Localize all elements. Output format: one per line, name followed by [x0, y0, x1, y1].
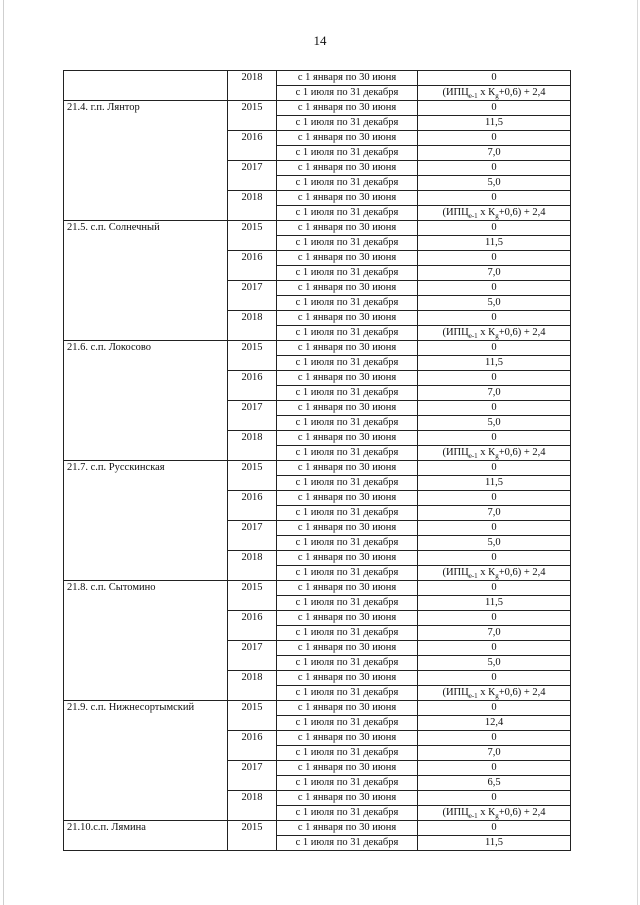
table-row: [64, 461, 571, 476]
year-cell: 2016: [228, 491, 277, 521]
page-number: 14: [313, 33, 327, 48]
period-cell: с 1 января по 30 июня: [277, 581, 418, 596]
value-cell: 11,5: [418, 476, 571, 491]
value-cell: 0: [418, 341, 571, 356]
value-cell: [418, 326, 571, 341]
value-cell: 0: [418, 281, 571, 296]
year-cell: 2015: [228, 461, 277, 491]
value-cell: 7,0: [418, 146, 571, 161]
period-cell: с 1 июля по 31 декабря: [277, 746, 418, 761]
scan-edge-right: [637, 0, 638, 905]
table-row: [64, 701, 571, 716]
period-cell: с 1 января по 30 июня: [277, 431, 418, 446]
formula-suffix: +0,6) + 2,4: [498, 207, 546, 218]
municipality-cell: 21.7. с.п. Русскинская: [64, 461, 228, 581]
year-cell: 2018: [228, 791, 277, 821]
value-cell: 5,0: [418, 656, 571, 671]
value-cell: 0: [418, 611, 571, 626]
value-cell: 7,0: [418, 266, 571, 281]
value-cell: 0: [418, 431, 571, 446]
period-cell: с 1 июля по 31 декабря: [277, 146, 418, 161]
period-cell: с 1 июля по 31 декабря: [277, 326, 418, 341]
formula-sub-g: g: [495, 212, 499, 221]
period-cell: с 1 июля по 31 декабря: [277, 506, 418, 521]
formula-suffix: +0,6) + 2,4: [498, 687, 546, 698]
period-cell: с 1 января по 30 июня: [277, 731, 418, 746]
value-cell: 0: [418, 521, 571, 536]
value-cell: 7,0: [418, 386, 571, 401]
value-cell: 0: [418, 551, 571, 566]
value-cell: 7,0: [418, 506, 571, 521]
formula-suffix: +0,6) + 2,4: [498, 327, 546, 338]
period-cell: с 1 января по 30 июня: [277, 191, 418, 206]
period-cell: с 1 января по 30 июня: [277, 701, 418, 716]
year-cell: 2015: [228, 581, 277, 611]
period-cell: с 1 июля по 31 декабря: [277, 416, 418, 431]
tariff-table-body: [64, 71, 571, 851]
table-row: [64, 101, 571, 116]
period-cell: с 1 января по 30 июня: [277, 101, 418, 116]
municipality-cell: 21.8. с.п. Сытомино: [64, 581, 228, 701]
value-cell: 0: [418, 581, 571, 596]
formula-sub-g: g: [495, 812, 499, 821]
year-cell: 2017: [228, 761, 277, 791]
formula-middle: x К: [477, 807, 496, 818]
period-cell: с 1 января по 30 июня: [277, 761, 418, 776]
year-cell: 2015: [228, 341, 277, 371]
period-cell: с 1 июля по 31 декабря: [277, 776, 418, 791]
value-cell: 5,0: [418, 296, 571, 311]
formula-middle: x К: [477, 447, 496, 458]
period-cell: с 1 июля по 31 декабря: [277, 116, 418, 131]
table-row: [64, 821, 571, 836]
formula-sub-e: e-1: [468, 452, 478, 461]
period-cell: с 1 января по 30 июня: [277, 491, 418, 506]
period-cell: с 1 января по 30 июня: [277, 671, 418, 686]
value-cell: 0: [418, 101, 571, 116]
value-cell: 0: [418, 821, 571, 836]
value-cell: 0: [418, 401, 571, 416]
year-cell: 2017: [228, 641, 277, 671]
year-cell: 2018: [228, 311, 277, 341]
municipality-cell: 21.4. г.п. Лянтор: [64, 101, 228, 221]
period-cell: с 1 июля по 31 декабря: [277, 656, 418, 671]
period-cell: с 1 января по 30 июня: [277, 221, 418, 236]
value-cell: 0: [418, 221, 571, 236]
period-cell: с 1 января по 30 июня: [277, 281, 418, 296]
formula-prefix: (ИПЦ: [442, 807, 469, 818]
period-cell: с 1 января по 30 июня: [277, 401, 418, 416]
value-cell: 0: [418, 371, 571, 386]
formula-suffix: +0,6) + 2,4: [498, 87, 546, 98]
value-cell: 6,5: [418, 776, 571, 791]
period-cell: с 1 января по 30 июня: [277, 551, 418, 566]
period-cell: с 1 июля по 31 декабря: [277, 836, 418, 851]
formula-sub-g: g: [495, 332, 499, 341]
formula-sub-g: g: [495, 692, 499, 701]
period-cell: с 1 января по 30 июня: [277, 611, 418, 626]
year-cell: 2015: [228, 101, 277, 131]
value-cell: 5,0: [418, 176, 571, 191]
period-cell: с 1 января по 30 июня: [277, 371, 418, 386]
value-cell: 5,0: [418, 536, 571, 551]
value-cell: 0: [418, 131, 571, 146]
formula-middle: x К: [477, 327, 496, 338]
table-row: [64, 71, 571, 86]
year-cell: 2018: [228, 431, 277, 461]
year-cell: 2017: [228, 521, 277, 551]
period-cell: с 1 июля по 31 декабря: [277, 806, 418, 821]
period-cell: с 1 июля по 31 декабря: [277, 236, 418, 251]
period-cell: с 1 января по 30 июня: [277, 341, 418, 356]
value-cell: [418, 806, 571, 821]
value-cell: 0: [418, 791, 571, 806]
formula-middle: x К: [477, 567, 496, 578]
period-cell: с 1 января по 30 июня: [277, 71, 418, 86]
value-cell: 11,5: [418, 116, 571, 131]
value-cell: [418, 686, 571, 701]
value-cell: 11,5: [418, 596, 571, 611]
period-cell: с 1 января по 30 июня: [277, 311, 418, 326]
value-cell: [418, 446, 571, 461]
year-cell: 2018: [228, 551, 277, 581]
period-cell: с 1 июля по 31 декабря: [277, 536, 418, 551]
year-cell: 2016: [228, 371, 277, 401]
year-cell: 2016: [228, 611, 277, 641]
municipality-cell: 21.6. с.п. Локосово: [64, 341, 228, 461]
value-cell: 0: [418, 311, 571, 326]
municipality-cell: 21.10.с.п. Лямина: [64, 821, 228, 851]
period-cell: с 1 июля по 31 декабря: [277, 566, 418, 581]
formula-prefix: (ИПЦ: [442, 447, 469, 458]
formula-suffix: +0,6) + 2,4: [498, 567, 546, 578]
value-cell: [418, 206, 571, 221]
formula-sub-e: e-1: [468, 572, 478, 581]
formula-sub-e: e-1: [468, 332, 478, 341]
year-cell: 2016: [228, 731, 277, 761]
formula-sub-e: e-1: [468, 812, 478, 821]
formula-middle: x К: [477, 87, 496, 98]
formula-sub-g: g: [495, 572, 499, 581]
formula-middle: x К: [477, 687, 496, 698]
period-cell: с 1 января по 30 июня: [277, 161, 418, 176]
year-cell: 2015: [228, 701, 277, 731]
tariff-table: [63, 70, 571, 851]
year-cell: 2017: [228, 281, 277, 311]
formula-sub-g: g: [495, 92, 499, 101]
formula-suffix: +0,6) + 2,4: [498, 807, 546, 818]
scan-edge-left: [3, 0, 4, 905]
value-cell: 0: [418, 701, 571, 716]
period-cell: с 1 июля по 31 декабря: [277, 626, 418, 641]
year-cell: 2018: [228, 71, 277, 101]
value-cell: 0: [418, 251, 571, 266]
value-cell: 0: [418, 71, 571, 86]
period-cell: с 1 июля по 31 декабря: [277, 356, 418, 371]
period-cell: с 1 января по 30 июня: [277, 821, 418, 836]
period-cell: с 1 января по 30 июня: [277, 641, 418, 656]
municipality-cell: 21.5. с.п. Солнечный: [64, 221, 228, 341]
value-cell: 11,5: [418, 236, 571, 251]
table-row: [64, 341, 571, 356]
period-cell: с 1 июля по 31 декабря: [277, 386, 418, 401]
value-cell: 0: [418, 671, 571, 686]
value-cell: 0: [418, 761, 571, 776]
value-cell: 0: [418, 461, 571, 476]
period-cell: с 1 января по 30 июня: [277, 251, 418, 266]
period-cell: с 1 января по 30 июня: [277, 131, 418, 146]
formula-prefix: (ИПЦ: [442, 687, 469, 698]
table-row: [64, 221, 571, 236]
year-cell: 2015: [228, 221, 277, 251]
period-cell: с 1 июля по 31 декабря: [277, 296, 418, 311]
value-cell: [418, 566, 571, 581]
value-cell: 11,5: [418, 836, 571, 851]
value-cell: 12,4: [418, 716, 571, 731]
formula-sub-e: e-1: [468, 92, 478, 101]
value-cell: 0: [418, 161, 571, 176]
year-cell: 2017: [228, 161, 277, 191]
formula-middle: x К: [477, 207, 496, 218]
period-cell: с 1 июля по 31 декабря: [277, 446, 418, 461]
period-cell: с 1 июля по 31 декабря: [277, 596, 418, 611]
value-cell: 0: [418, 641, 571, 656]
formula-sub-e: e-1: [468, 692, 478, 701]
table-row: [64, 581, 571, 596]
formula-suffix: +0,6) + 2,4: [498, 447, 546, 458]
municipality-cell: 21.9. с.п. Нижнесортымский: [64, 701, 228, 821]
value-cell: 11,5: [418, 356, 571, 371]
year-cell: 2016: [228, 251, 277, 281]
period-cell: с 1 июля по 31 декабря: [277, 716, 418, 731]
period-cell: с 1 июля по 31 декабря: [277, 86, 418, 101]
period-cell: с 1 января по 30 июня: [277, 791, 418, 806]
value-cell: 7,0: [418, 746, 571, 761]
period-cell: с 1 января по 30 июня: [277, 461, 418, 476]
formula-sub-e: e-1: [468, 212, 478, 221]
period-cell: с 1 июля по 31 декабря: [277, 266, 418, 281]
value-cell: 0: [418, 191, 571, 206]
period-cell: с 1 июля по 31 декабря: [277, 176, 418, 191]
formula-prefix: (ИПЦ: [442, 207, 469, 218]
value-cell: 0: [418, 491, 571, 506]
formula-prefix: (ИПЦ: [442, 87, 469, 98]
year-cell: 2017: [228, 401, 277, 431]
year-cell: 2018: [228, 671, 277, 701]
value-cell: 5,0: [418, 416, 571, 431]
year-cell: 2018: [228, 191, 277, 221]
value-cell: 7,0: [418, 626, 571, 641]
formula-sub-g: g: [495, 452, 499, 461]
formula-prefix: (ИПЦ: [442, 327, 469, 338]
municipality-cell: [64, 71, 228, 101]
period-cell: с 1 января по 30 июня: [277, 521, 418, 536]
value-cell: 0: [418, 731, 571, 746]
period-cell: с 1 июля по 31 декабря: [277, 206, 418, 221]
year-cell: 2016: [228, 131, 277, 161]
period-cell: с 1 июля по 31 декабря: [277, 686, 418, 701]
year-cell: 2015: [228, 821, 277, 851]
formula-prefix: (ИПЦ: [442, 567, 469, 578]
value-cell: [418, 86, 571, 101]
period-cell: с 1 июля по 31 декабря: [277, 476, 418, 491]
